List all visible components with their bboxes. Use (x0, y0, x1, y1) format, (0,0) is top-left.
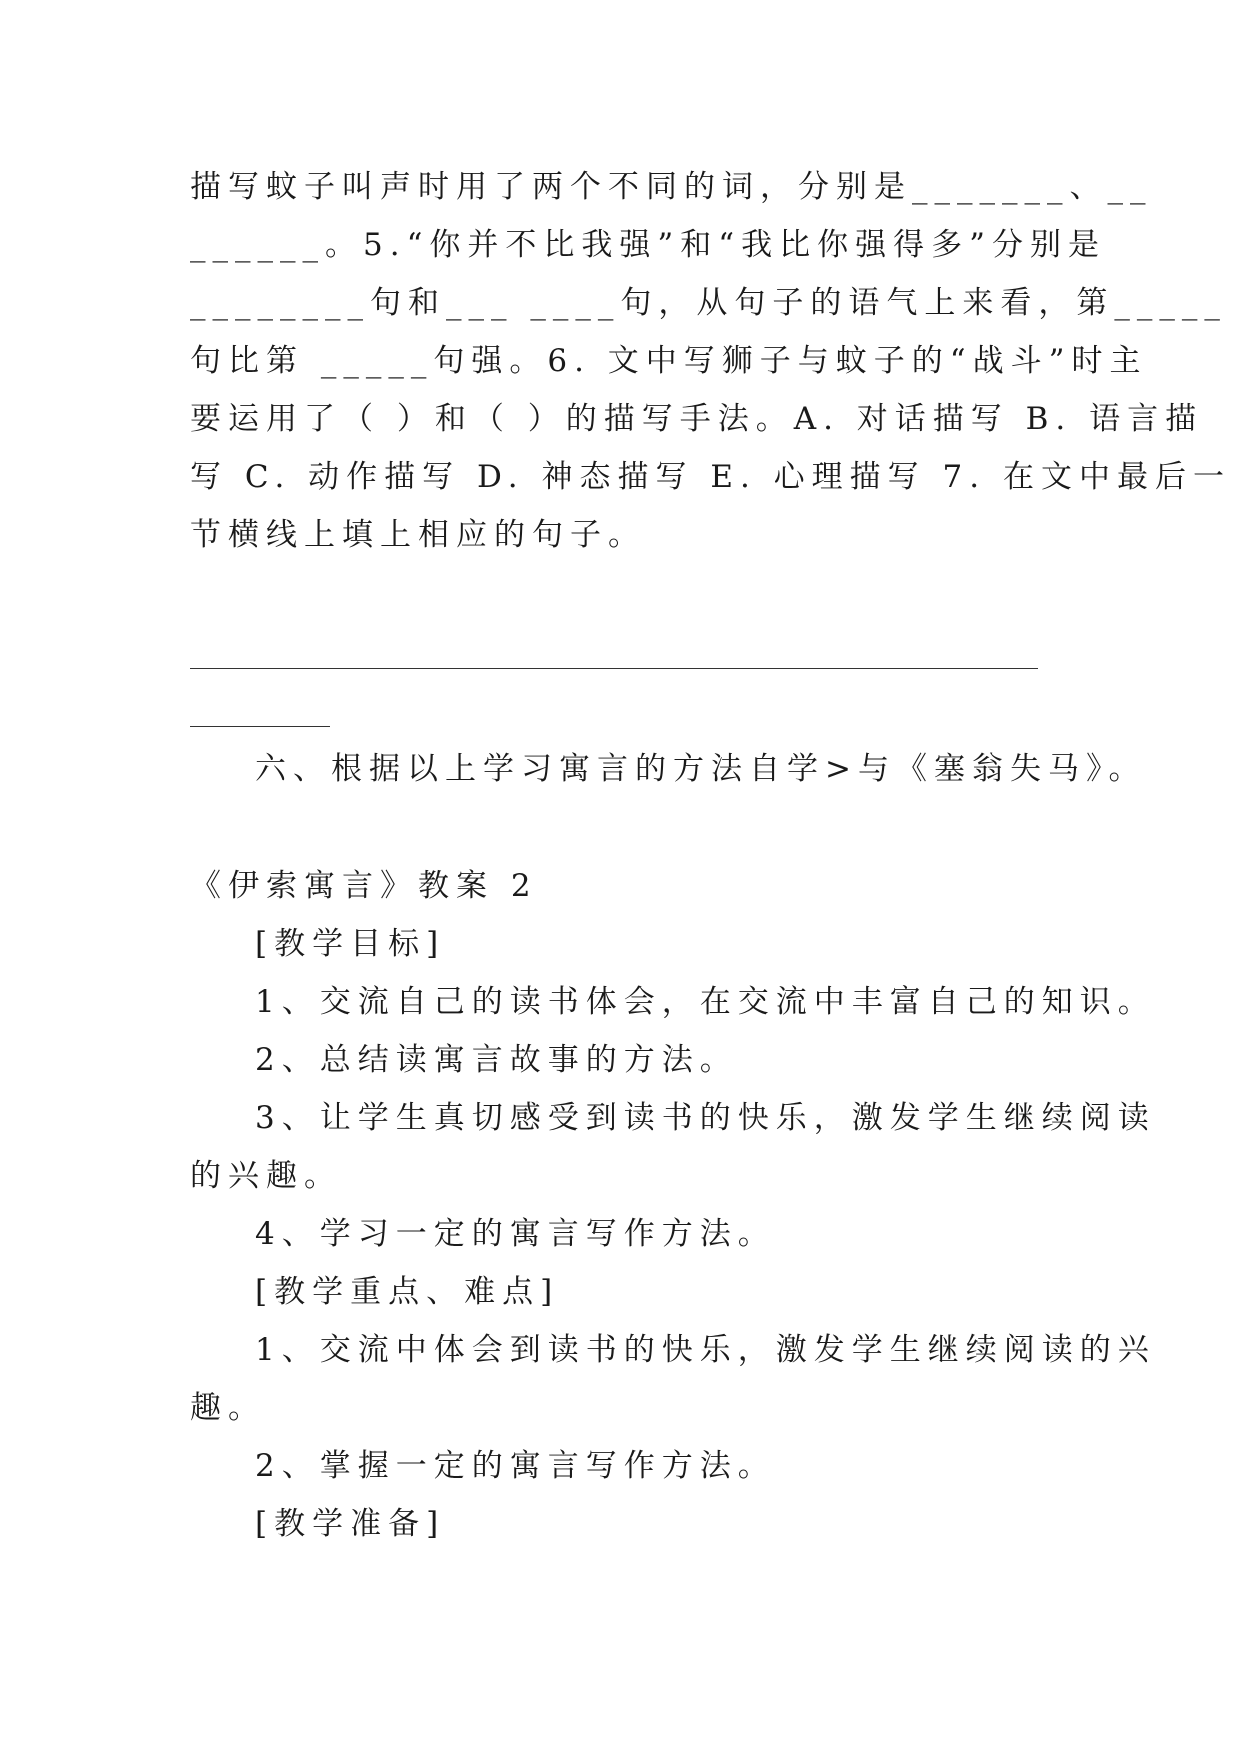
preparation-heading: [教学准备] (255, 1506, 446, 1542)
exercise-line-7: 节横线上填上相应的句子。 (190, 517, 646, 553)
goal-1: 1、交流自己的读书体会，在交流中丰富自己的知识。 (255, 984, 1156, 1020)
exercise-line-2: ______。5.“你并不比我强”和“我比你强得多”分别是 (190, 227, 1106, 263)
exercise-line-4: 句比第 _____句强。6. 文中写狮子与蚊子的“战斗”时主 (190, 343, 1148, 379)
lesson-title: 《伊索寓言》教案 2 (190, 868, 538, 904)
key-points-heading: [教学重点、难点] (255, 1274, 560, 1310)
goal-3-line-2: 的兴趣。 (190, 1158, 342, 1194)
exercise-line-6: 写 C. 动作描写 D. 神态描写 E. 心理描写 7. 在文中最后一 (190, 459, 1231, 495)
goal-4: 4、学习一定的寓言写作方法。 (255, 1216, 776, 1252)
goal-3-line-1: 3、让学生真切感受到读书的快乐，激发学生继续阅读 (255, 1100, 1156, 1136)
goal-2: 2、总结读寓言故事的方法。 (255, 1042, 738, 1078)
answer-blank-line-2 (190, 726, 330, 727)
exercise-line-1: 描写蚊子叫声时用了两个不同的词，分别是_______、__ (190, 169, 1153, 205)
goals-heading: [教学目标] (255, 926, 446, 962)
key-point-2: 2、掌握一定的寓言写作方法。 (255, 1448, 776, 1484)
exercise-line-3: ________句和___ ____句，从句子的语气上来看，第_____ (190, 285, 1227, 321)
key-point-1-line-1: 1、交流中体会到读书的快乐，激发学生继续阅读的兴 (255, 1332, 1156, 1368)
section-six-text: 六、根据以上学习寓言的方法自学>与《塞翁失马》。 (255, 751, 1147, 787)
exercise-line-5: 要运用了（ ）和（ ）的描写手法。A. 对话描写 B. 语言描 (190, 401, 1204, 437)
answer-blank-line-1 (190, 668, 1038, 669)
key-point-1-line-2: 趣。 (190, 1390, 266, 1426)
